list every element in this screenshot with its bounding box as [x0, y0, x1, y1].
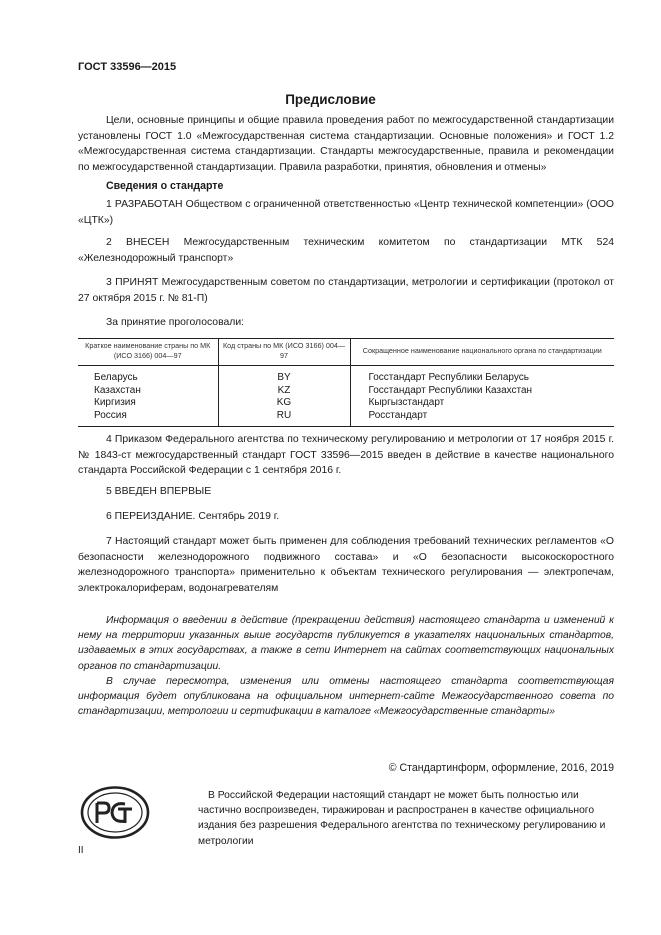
copyright-line: © Стандартинформ, оформление, 2016, 2019 [388, 762, 614, 774]
rst-logo-graphic [80, 785, 150, 840]
table-header-code: Код страны по МК (ИСО 3166) 004—97 [218, 339, 350, 366]
body-cell: Госстандарт Республики Казахстан [350, 385, 614, 398]
reproduction-notice-text: В Российской Федерации настоящий стандарт не может быть полностью или частично воспроизведен, тиражирован и распространен в качестве официального издания без разрешения Федерального агентства по техническому регулированию и метрологии [198, 790, 606, 847]
running-header: ГОСТ 33596—2015 [78, 61, 177, 73]
code-cell: BY [218, 366, 350, 385]
info-paragraph-1: Информация о введении в действие (прекращении действия) настоящего стандарта и изменений к нему на территории указанных выше государств публикуется в указателях национальных стандартов, издаваемых в этих государствах, а также в сети Интернет на сайтах соответствующих национальных органов по стандартизации. [78, 615, 614, 672]
item-2 [78, 235, 614, 266]
voted-label: За принятие проголосовали: [106, 317, 245, 328]
code-cell: RU [218, 410, 350, 427]
item-2-text: 2 ВНЕСЕН Межгосударственным техническим комитетом по стандартизации МТК 524 «Железнодорожный транспорт» [78, 237, 614, 264]
item-4 [78, 432, 614, 479]
item-6-text: 6 ПЕРЕИЗДАНИЕ. Сентябрь 2019 г. [106, 511, 280, 522]
item-6 [78, 509, 614, 525]
body-cell: Росстандарт [350, 410, 614, 427]
item-7 [78, 534, 614, 596]
item-1-text: 1 РАЗРАБОТАН Обществом с ограниченной ответственностью «Центр технической компетенции» (ООО «ЦТК») [78, 199, 614, 226]
intro-paragraph [78, 113, 614, 175]
body-cell: Кыргызстандарт [350, 397, 614, 410]
reproduction-notice [198, 788, 614, 849]
item-4-text: 4 Приказом Федерального агентства по техническому регулированию и метрологии от 17 ноября 2015 г. № 1843-ст межгосударственный стандарт ГОСТ 33596—2015 введен в действие в качестве национального стандарта Российской Федерации с 1 сентября 2016 г. [78, 434, 614, 476]
page-number: II [78, 845, 84, 856]
table-row [78, 410, 614, 427]
table-row [78, 366, 614, 385]
item-5-text: 5 ВВЕДЕН ВПЕРВЫЕ [106, 486, 212, 497]
country-cell: Киргизия [94, 397, 136, 408]
country-cell: Казахстан [94, 384, 141, 396]
page-title: Предисловие [285, 92, 376, 107]
item-3-text: 3 ПРИНЯТ Межгосударственным советом по стандартизации, метрологии и сертификации (протокол от 27 октября 2015 г. № 81-П) [78, 277, 614, 304]
country-cell: Беларусь [94, 372, 138, 383]
item-5 [78, 484, 614, 500]
item-1 [78, 197, 614, 228]
code-cell: KZ [218, 385, 350, 398]
table-row [78, 385, 614, 398]
country-cell: Россия [78, 410, 218, 427]
table-header-country: Краткое наименование страны по МК (ИСО 3166) 004—97 [78, 339, 218, 366]
section-heading: Сведения о стандарте [106, 180, 224, 192]
item-3 [78, 275, 614, 306]
table-header-body: Сокращенное наименование национального органа по стандартизации [350, 339, 614, 366]
body-cell: Госстандарт Республики Беларусь [350, 366, 614, 385]
table-row [78, 397, 614, 410]
voting-table [78, 338, 614, 427]
info-paragraph-2: В случае пересмотра, изменения или отмены настоящего стандарта соответствующая информация будет опубликована на официальном интернет-сайте Межгосударственного совета по стандартизации, метрологии и сертификации в каталоге «Межгосударственные стандарты» [78, 675, 614, 718]
code-cell: KG [218, 397, 350, 410]
info-block [78, 613, 614, 719]
intro-text: Цели, основные принципы и общие правила проведения работ по межгосударственной стандартизации установлены ГОСТ 1.0 «Межгосударственная система стандартизации. Основные положения» и ГОСТ 1.2 «Межгосударственная система стандартизации. Стандарты межгосударственные, правила и рекомендации по межгосударственной стандартизации. Правила разработки, принятия, обновления и отмены» [78, 115, 614, 173]
rst-certification-mark-icon [80, 785, 150, 840]
table-header-row [78, 339, 614, 366]
item-7-text: 7 Настоящий стандарт может быть применен для соблюдения требований технических регламентов «О безопасности железнодорожного подвижного состава» и «О безопасности высокоскоростного железнодорожного транспорта» применительно к объектам технического регулирования — электропечам, электрокалориферам, водонагревателям [78, 536, 614, 594]
